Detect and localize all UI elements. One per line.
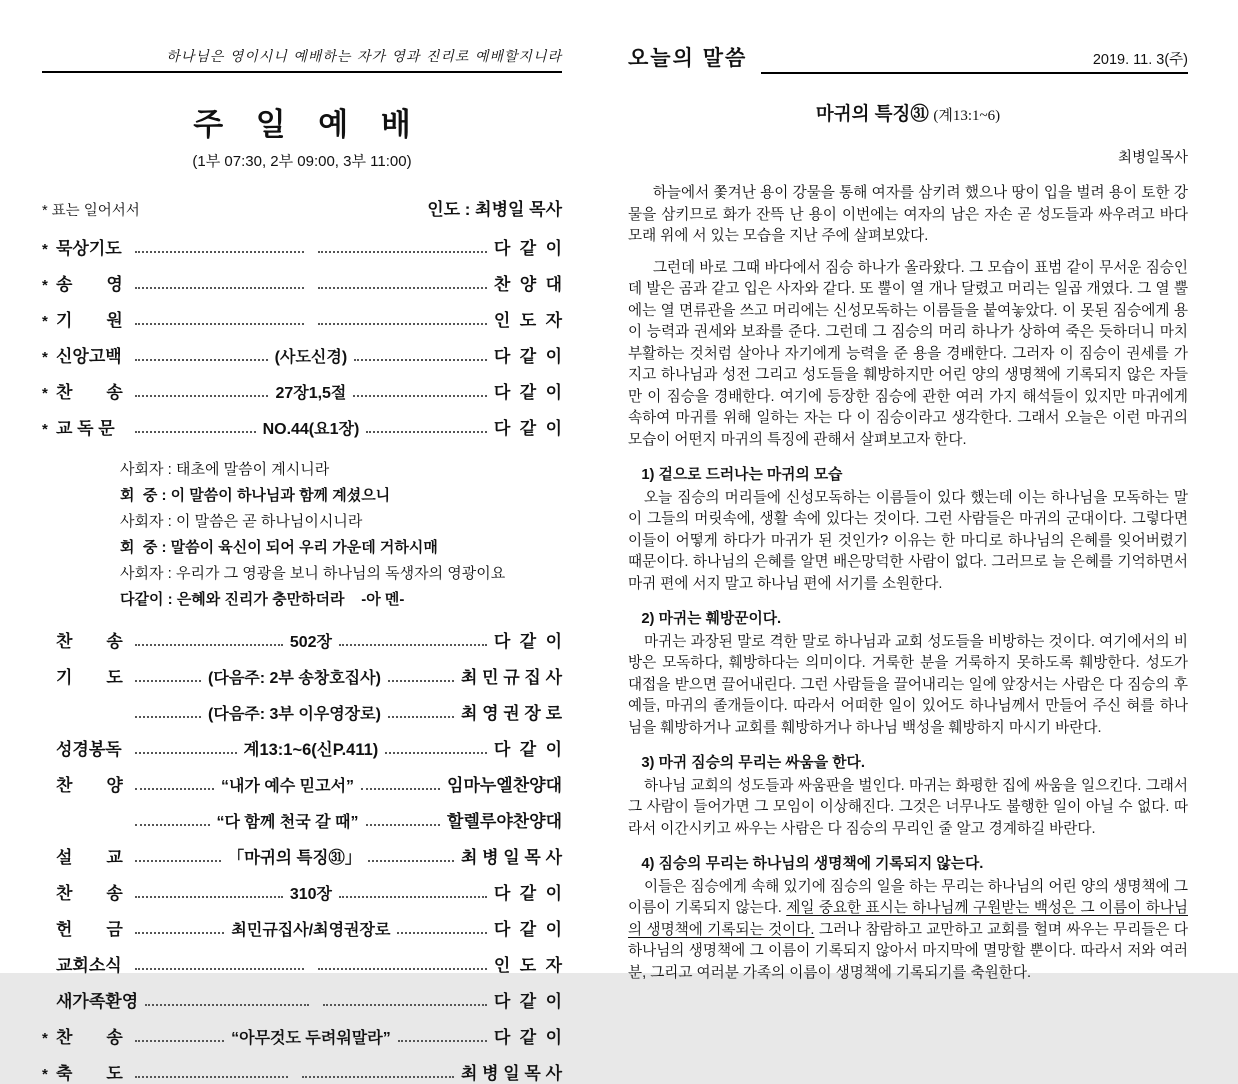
dotted-leader	[135, 359, 268, 361]
dotted-leader	[385, 752, 487, 754]
section-body: 오늘 짐승의 머리들에 신성모독하는 이름들이 있다 했는데 이는 하나님을 모독하는 말이 그들의 머릿속에, 생활 속에 있다는 것이다. 그런 사람들은 마귀의 군대이다. 그렇다면 이들이 어떻게 하다가 마귀가 된 것인가? 이유는 한 마디로 하나님의 은혜를 잊어버렸기 때문이다. 하나님의 은혜를 알면 배은망덕한 사람이 없다. 그러므로 늘 은혜를 기억하면서 마귀 편에 서지 말고 하나님 편에 서기를 소원한다.	[628, 489, 1188, 592]
order-label: 찬 송	[56, 383, 123, 402]
order-center: 310장	[289, 886, 332, 903]
dotted-leader	[323, 1004, 487, 1006]
order-row	[42, 699, 562, 724]
order-center: (사도신경)	[274, 349, 348, 366]
order-center: (다음주: 3부 이우영장로)	[208, 706, 381, 723]
dotted-leader	[135, 932, 224, 934]
dotted-leader	[135, 323, 304, 325]
dotted-leader	[145, 1004, 309, 1006]
sermon-paragraph: 하늘에서 쫓겨난 용이 강물을 통해 여자를 삼키려 했으나 땅이 입을 벌려 용이 토한 강물을 삼키므로 화가 잔뜩 난 용이 이번에는 여자의 남은 자손 곧 성도들과 싸우려고 바다 모래 위에 서 있는 모습을 지난 주에 살펴보았다.	[628, 185, 1188, 244]
dotted-leader	[135, 896, 283, 898]
order-label: 성경봉독	[56, 740, 122, 759]
section-body	[628, 877, 1188, 985]
reading-line: 회 중 : 말씀이 육신이 되어 우리 가운데 거하시매	[120, 539, 438, 556]
sermon-page	[628, 42, 1188, 984]
order-right: 최 병 일 목 사	[461, 848, 563, 867]
order-row	[42, 879, 562, 904]
dotted-leader	[318, 287, 487, 289]
order-center: 27장1,5절	[275, 385, 347, 402]
preacher-name: 최병일목사	[1117, 150, 1188, 166]
dotted-leader	[354, 359, 487, 361]
stand-marker: *	[42, 421, 48, 438]
stand-marker: *	[42, 385, 48, 402]
stand-marker: *	[42, 241, 48, 258]
order-row	[42, 1059, 562, 1084]
dotted-leader	[135, 824, 210, 826]
sermon-section	[628, 753, 1188, 840]
service-leader: 인도 : 최병일 목사	[427, 200, 562, 219]
stand-marker: *	[42, 313, 48, 330]
section-heading: 4) 짐승의 무리는 하나님의 생명책에 기록되지 않는다.	[641, 856, 984, 872]
order-right: 다 같 이	[493, 419, 563, 438]
dotted-leader	[135, 251, 304, 253]
order-label: 기 도	[56, 668, 123, 687]
order-label: 교 독 문	[56, 419, 115, 438]
section-body-text: 그러나 참람하고 교만하고 교회를 헐며 싸우는 무리들은 다 하나님의 생명책에 그 이름이 기록되지 않아서 마지막에 멸망할 뿐이다. 따라서 저와 여러분, 그리고 여러분 가족의 이름이 생명책에 기록되기를 축원한다.	[628, 921, 1189, 981]
sermon-section	[628, 854, 1188, 984]
dotted-leader	[366, 824, 441, 826]
order-right: 다 같 이	[493, 347, 562, 366]
stand-marker: *	[42, 349, 48, 366]
order-label: 찬 양	[56, 776, 123, 795]
dotted-leader	[339, 896, 487, 898]
order-row	[42, 663, 562, 688]
order-row	[42, 1023, 562, 1048]
order-row	[42, 735, 562, 760]
dotted-leader	[135, 287, 304, 289]
order-right: 다 같 이	[493, 740, 562, 759]
order-right: 임마누엘찬양대	[447, 776, 562, 795]
section-heading: 3) 마귀 짐승의 무리는 싸움을 한다.	[641, 755, 865, 771]
sermon-title-row	[628, 100, 1188, 126]
dotted-leader	[368, 860, 454, 862]
underlined-sentence: 제일 중요한 표시는 하나님께 구원받는 백성은 그 이름이 하나님의 생명책에 기록되는 것이다.	[628, 900, 1188, 938]
order-row	[42, 414, 562, 439]
order-row	[42, 234, 562, 259]
order-label: 송 영	[56, 275, 123, 294]
dotted-leader	[388, 716, 454, 718]
dotted-leader	[302, 1076, 455, 1078]
order-center: 「마귀의 특징㉛」	[227, 849, 362, 867]
dotted-leader	[135, 431, 256, 433]
dotted-leader	[135, 788, 214, 790]
order-right: 다 같 이	[493, 383, 562, 402]
order-center: “내가 예수 믿고서”	[220, 778, 355, 795]
order-label: 묵상기도	[56, 239, 122, 258]
order-right: 최 민 규 집 사	[460, 668, 562, 687]
sermon-date: 2019. 11. 3(주)	[1092, 52, 1188, 68]
order-label: 헌 금	[56, 920, 123, 939]
dotted-leader	[361, 788, 440, 790]
reading-line: 사회자 : 이 말씀은 곧 하나님이시니라	[120, 513, 363, 530]
dotted-leader	[135, 860, 221, 862]
dotted-leader	[339, 644, 487, 646]
section-body-text: 이들은 짐승에게 속해 있기에 짐승의 일을 하는 무리는 하나님의 어린 양의 생명책에 그 이름이 기록되지 않는다.	[628, 878, 1188, 916]
sermon-body	[628, 183, 1188, 984]
order-label: 찬 송	[56, 884, 123, 903]
sermon-section	[628, 609, 1188, 739]
section-body: 하나님 교회의 성도들과 싸움판을 벌인다. 마귀는 화평한 집에 싸움을 일으킨다. 그래서 그 사람이 들어가면 그 모임이 이상해진다. 그것은 너무나도 불행한 일이 아닐 수 없다. 따라서 이간시키고 싸우는 사람은 다 짐승의 무리인 줄 알고 경계하길 바란다.	[628, 777, 1188, 837]
order-center: “다 함께 천국 갈 때”	[216, 814, 359, 831]
dotted-leader	[353, 395, 486, 397]
order-center: (다음주: 2부 송창호집사)	[208, 670, 381, 687]
order-center: 최민규집사/최영권장로	[231, 922, 391, 939]
order-right: 할렐루야찬양대	[447, 812, 563, 831]
stand-marker: *	[42, 277, 48, 294]
order-right: 인 도 자	[493, 311, 563, 330]
dotted-leader	[318, 968, 487, 970]
order-label: 기 원	[56, 311, 123, 330]
order-row	[42, 807, 562, 832]
reading-line: 다같이 : 은혜와 진리가 충만하더라 -아 멘-	[120, 591, 405, 608]
order-right: 인 도 자	[493, 956, 563, 975]
order-label: 교회소식	[56, 956, 122, 975]
dotted-leader	[135, 1076, 288, 1078]
dotted-leader	[318, 323, 487, 325]
dotted-leader	[397, 932, 486, 934]
dotted-leader	[398, 1040, 487, 1042]
order-center: NO.44(요1장)	[262, 421, 360, 438]
order-right: 최 영 권 장 로	[460, 704, 562, 723]
order-label: 축 도	[56, 1064, 123, 1083]
dotted-leader	[388, 680, 454, 682]
order-row	[42, 987, 562, 1012]
dotted-leader	[135, 752, 237, 754]
order-right: 다 같 이	[493, 239, 563, 258]
service-times: (1부 07:30, 2부 09:00, 3부 11:00)	[192, 153, 412, 170]
dotted-leader	[318, 251, 487, 253]
order-row	[42, 342, 562, 367]
order-label: 찬 송	[56, 1028, 123, 1047]
dotted-leader	[135, 644, 283, 646]
order-label: 설 교	[56, 848, 123, 867]
header-rule	[761, 48, 1188, 74]
order-row	[42, 951, 562, 976]
worship-title: 주 일 예 배	[193, 107, 423, 142]
dotted-leader	[135, 395, 268, 397]
stand-note: * 표는 일어서서	[42, 203, 140, 219]
order-label: 신앙고백	[56, 347, 122, 366]
sermon-section	[628, 465, 1188, 595]
order-right: 다 같 이	[493, 884, 563, 903]
sermon-header	[628, 42, 1188, 74]
stand-marker: *	[42, 1030, 48, 1047]
order-row	[42, 270, 562, 295]
sermon-header-title: 오늘의 말씀	[628, 47, 748, 70]
stand-marker: *	[42, 1066, 48, 1083]
dotted-leader	[135, 716, 201, 718]
reading-line: 회 중 : 이 말씀이 하나님과 함께 계셨으니	[120, 487, 391, 504]
worship-order-page	[42, 46, 562, 1084]
order-right: 다 같 이	[493, 632, 563, 651]
order-right: 다 같 이	[493, 920, 562, 939]
worship-motto: 하나님은 영이시니 예배하는 자가 영과 진리로 예배할지니라	[42, 46, 562, 73]
reading-line: 사회자 : 우리가 그 영광을 보니 하나님의 독생자의 영광이요	[120, 565, 506, 582]
section-heading: 1) 겉으로 드러나는 마귀의 모습	[641, 467, 843, 483]
sermon-paragraph: 그런데 바로 그때 바다에서 짐승 하나가 올라왔다. 그 모습이 표범 같이 무서운 짐승인데 발은 곰과 같고 입은 사자와 같다. 또 뿔이 열 개나 달렸고 머리는 일곱 개였다. 그 열 뿔에는 열 면류관을 쓰고 머리에는 신성모독하는 이름들을 붙여놓았다. 이 못된 짐승에게 용이 능력과 권세와 보좌를 준다. 그런데 그 짐승의 머리 하나가 상하여 죽은 듯하더니 마치 부활하는 것처럼 살아나 자기에게 능력을 준 용을 경배한다. 그러자 이 짐승이 권세를 가지고 하나님과 성전 그리고 성도들을 훼방하지만 어린 양의 생명책에 기록되지 않은 자들만 이 짐승을 경배한다. 여기에 등장한 짐승에 관한 여러 가지 해석들이 있지만 마귀에게 속하여 마귀를 위해 일하는 자는 다 이 짐승이라고 생각한다. 그래서 오늘은 이런 마귀의 모습이 어떤지 마귀의 특징에 관해서 살펴보고자 한다.	[628, 259, 1188, 448]
order-row	[42, 915, 562, 940]
order-center: 502장	[289, 634, 332, 651]
order-center: 계13:1~6(신P.411)	[243, 741, 379, 759]
order-center: “아무것도 두려워말라”	[231, 1030, 391, 1047]
dotted-leader	[366, 431, 487, 433]
order-row	[42, 306, 562, 331]
dotted-leader	[135, 1040, 224, 1042]
order-right: 최 병 일 목 사	[461, 1064, 563, 1083]
order-label: 찬 송	[56, 632, 123, 651]
order-row	[42, 843, 562, 868]
order-label: 새가족환영	[56, 992, 139, 1011]
section-body: 마귀는 과장된 말로 격한 말로 하나님과 교회 성도들을 비방하는 것이다. 여기에서의 비방은 모독하다, 훼방하다는 의미이다. 거룩한 분을 거룩하지 못하도록 훼방한다. 성도가 대접을 받으면 끌어내린다. 그런 사람들을 끌어내리는 일에 앞장서는 사람은 다 짐승의 후예들, 마귀의 졸개들이다. 따라서 어떠한 일이 있어도 하나님께서 만들어 주신 혀를 하나님을 훼방하거나 교회를 훼방하거나 하나님 백성을 훼방하지 마시기 바란다.	[628, 633, 1188, 736]
dotted-leader	[135, 968, 304, 970]
dotted-leader	[135, 680, 201, 682]
order-of-worship-1	[42, 234, 562, 439]
reading-line: 사회자 : 태초에 말씀이 계시니라	[120, 461, 330, 478]
order-row	[42, 378, 562, 403]
order-row	[42, 771, 562, 796]
sermon-scripture: (계13:1~6)	[933, 108, 1001, 124]
order-right: 다 같 이	[493, 992, 563, 1011]
order-right: 찬 양 대	[493, 275, 563, 294]
order-of-worship-2	[42, 627, 562, 1084]
responsive-reading	[120, 457, 562, 613]
leader-row	[42, 195, 562, 220]
order-row	[42, 627, 562, 652]
section-heading: 2) 마귀는 훼방꾼이다.	[641, 611, 782, 627]
order-right: 다 같 이	[493, 1028, 563, 1047]
sermon-title: 마귀의 특징㉛	[815, 103, 929, 124]
